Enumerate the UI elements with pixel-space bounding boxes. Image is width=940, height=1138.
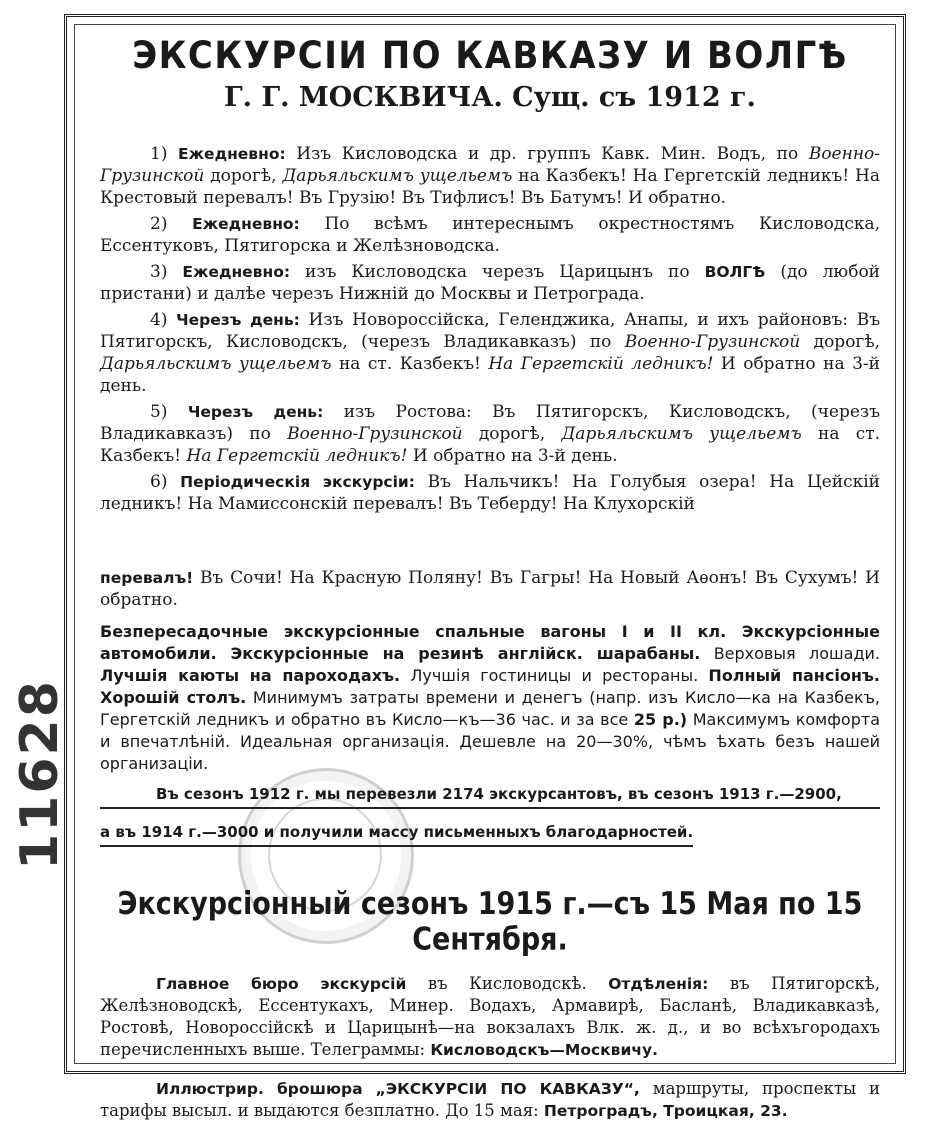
tour-item-continued: перевалъ! Въ Сочи! На Красную Поляну! Въ Гагры! На Новый Аѳонъ! Въ Сухумъ! И обратно.	[100, 568, 880, 610]
page-subtitle: Г. Г. МОСКВИЧА. Сущ. съ 1912 г.	[224, 82, 756, 113]
tour-item: 4) Черезъ день: Изъ Новороссійска, Геленджика, Анапы, и ихъ районовъ: Въ Пятигорскъ, Кисловодскъ, (черезъ Владикавказъ) по Военно-Грузинской дорогѣ, Дарьяльскимъ ущельемъ на ст. Казбекъ! На Гергетскій ледникъ! И обратно на 3-й день.	[100, 310, 881, 396]
tour-item: 3) Ежедневно: изъ Кисловодска черезъ Царицынъ по ВОЛГѢ (до любой пристани) и далѣе черезъ Нижній до Москвы и Петрограда.	[100, 262, 881, 304]
offices-paragraph: Главное бюро экскурсій въ Кисловодскѣ. Отдѣленія: въ Пятигорскѣ, Желѣзноводскѣ, Ессентукахъ, Минер. Водахъ, Армавирѣ, Басланѣ, Владикавказѣ, Ростовѣ, Новороссійскѣ и Царицынѣ—на вокзалахъ Влк. ж. д., и во всѣхъгородахъ перечисленныхъ выше. Телеграммы: Кисловодскъ—Москвичу.	[100, 974, 880, 1059]
print-gap	[100, 519, 880, 567]
season-heading: Экскурсіонный сезонъ 1915 г.—съ 15 Мая по 15 Сентября.	[117, 886, 863, 958]
statistics-line-2: а въ 1914 г.—3000 и получили массу письменныхъ благодарностей.	[100, 821, 693, 847]
tour-item: 2) Ежедневно: По всѣмъ интереснымъ окрестностямъ Кисловодска, Ессентуковъ, Пятигорска и Желѣзноводска.	[100, 214, 881, 256]
tour-item: 1) Ежедневно: Изъ Кисловодска и др. группъ Кавк. Мин. Водъ, по Военно-Грузинской дорогѣ, Дарьяльскимъ ущельемъ на Казбекъ! На Гергетскій ледникъ! На Крестовый перевалъ! Въ Грузію! Въ Тифлисъ! Въ Батумъ! И обратно.	[100, 144, 881, 208]
tour-list	[100, 143, 880, 611]
statistics-line-1: Въ сезонъ 1912 г. мы перевезли 2174 экскурсантовъ, въ сезонъ 1913 г.—2900,	[100, 783, 880, 809]
services-paragraph: Безпересадочные экскурсіонные спальные вагоны I и II кл. Экскурсіонные автомобили. Экскурсіонные на резинѣ англійск. шарабаны. Верховыя лошади. Лучшія каюты на пароходахъ. Лучшія гостиницы и рестораны. Полный пансіонъ. Хорошій столъ. Минимумъ затраты времени и денегъ (напр. изъ Кисло—ка на Казбекъ, Гергетскій ледникъ и обратно въ Кисло—къ—36 час. и за все 25 р.) Максимумъ комфорта и впечатлѣній. Идеальная организація. Дешевле на 20—30%, чѣмъ ѣхать безъ нашей организаціи.	[100, 622, 881, 773]
advertisement-body	[100, 36, 880, 1138]
tour-item: 5) Черезъ день: изъ Ростова: Въ Пятигорскъ, Кисловодскъ, (черезъ Владикавказъ) по Военно-Грузинской дорогѣ, Дарьяльскимъ ущельемъ на ст. Казбекъ! На Гергетскій ледникъ! И обратно на 3-й день.	[100, 402, 881, 466]
page-title: ЭКСКУРСІИ ПО КАВКАЗУ И ВОЛГѢ	[132, 34, 848, 78]
tour-item: 6) Періодическія экскурсіи: Въ Нальчикъ! На Голубыя озера! На Цейскій ледникъ! На Мамиссонскій перевалъ! Въ Теберду! На Клухорскій	[100, 472, 880, 514]
brochure-paragraph: Иллюстрир. брошюра „ЭКСКУРСІИ ПО КАВКАЗУ“, маршруты, проспекты и тарифы высыл. и выдаются безплатно. До 15 мая: Петроградъ, Троицкая, 23.	[100, 1078, 881, 1120]
statistics-block	[100, 783, 880, 847]
archive-number: 11628	[10, 679, 70, 870]
